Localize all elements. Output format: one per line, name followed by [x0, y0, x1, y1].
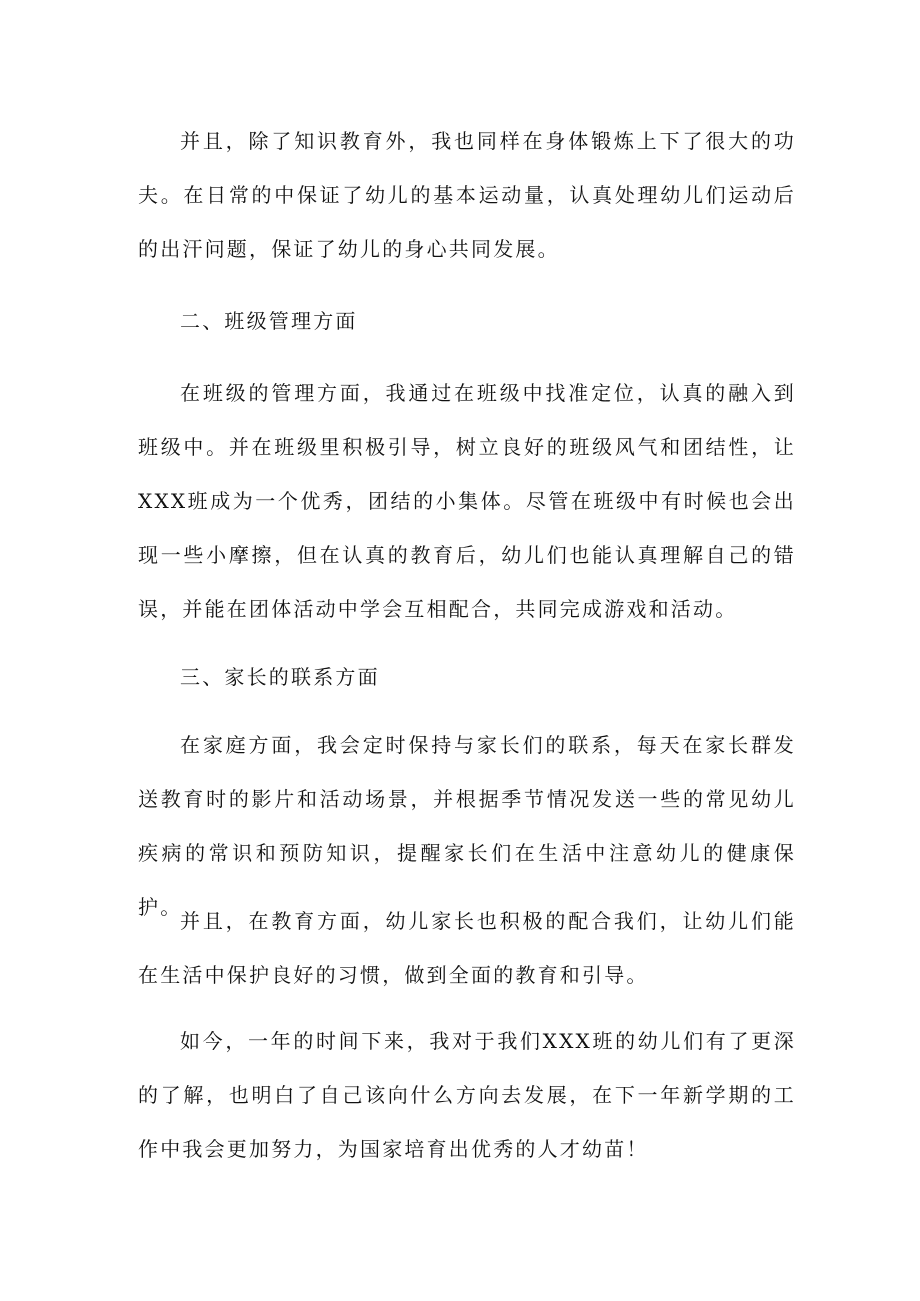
- paragraph-family-contact: 在家庭方面，我会定时保持与家长们的联系，每天在家长群发送教育时的影片和活动场景，并根据季节情况发送一些的常见幼儿疾病的常识和预防知识，提醒家长们在生活中注意幼儿的健康保护。: [138, 733, 796, 919]
- paragraph-conclusion: 如今，一年的时间下来，我对于我们XXX班的幼儿们有了更深的了解，也明白了自己该向什么方向去发展，在下一年新学期的工作中我会更加努力，为国家培育出优秀的人才幼苗！: [138, 1029, 796, 1161]
- section-heading-class-management: 二、班级管理方面: [180, 309, 358, 333]
- paragraph-parent-cooperation: 并且，在教育方面，幼儿家长也积极的配合我们，让幼儿们能在生活中保护良好的习惯，做到全面的教育和引导。: [138, 909, 796, 987]
- section-heading-parent-contact: 三、家长的联系方面: [180, 665, 380, 689]
- paragraph-physical-exercise: 并且，除了知识教育外，我也同样在身体锻炼上下了很大的功夫。在日常的中保证了幼儿的基本运动量，认真处理幼儿们运动后的出汗问题，保证了幼儿的身心共同发展。: [138, 129, 796, 261]
- paragraph-class-management: 在班级的管理方面，我通过在班级中找准定位，认真的融入到班级中。并在班级里积极引导，树立良好的班级风气和团结性，让XXX班成为一个优秀，团结的小集体。尽管在班级中有时候也会出现一些小摩擦，但在认真的教育后，幼儿们也能认真理解自己的错误，并能在团体活动中学会互相配合，共同完成游戏和活动。: [138, 381, 796, 621]
